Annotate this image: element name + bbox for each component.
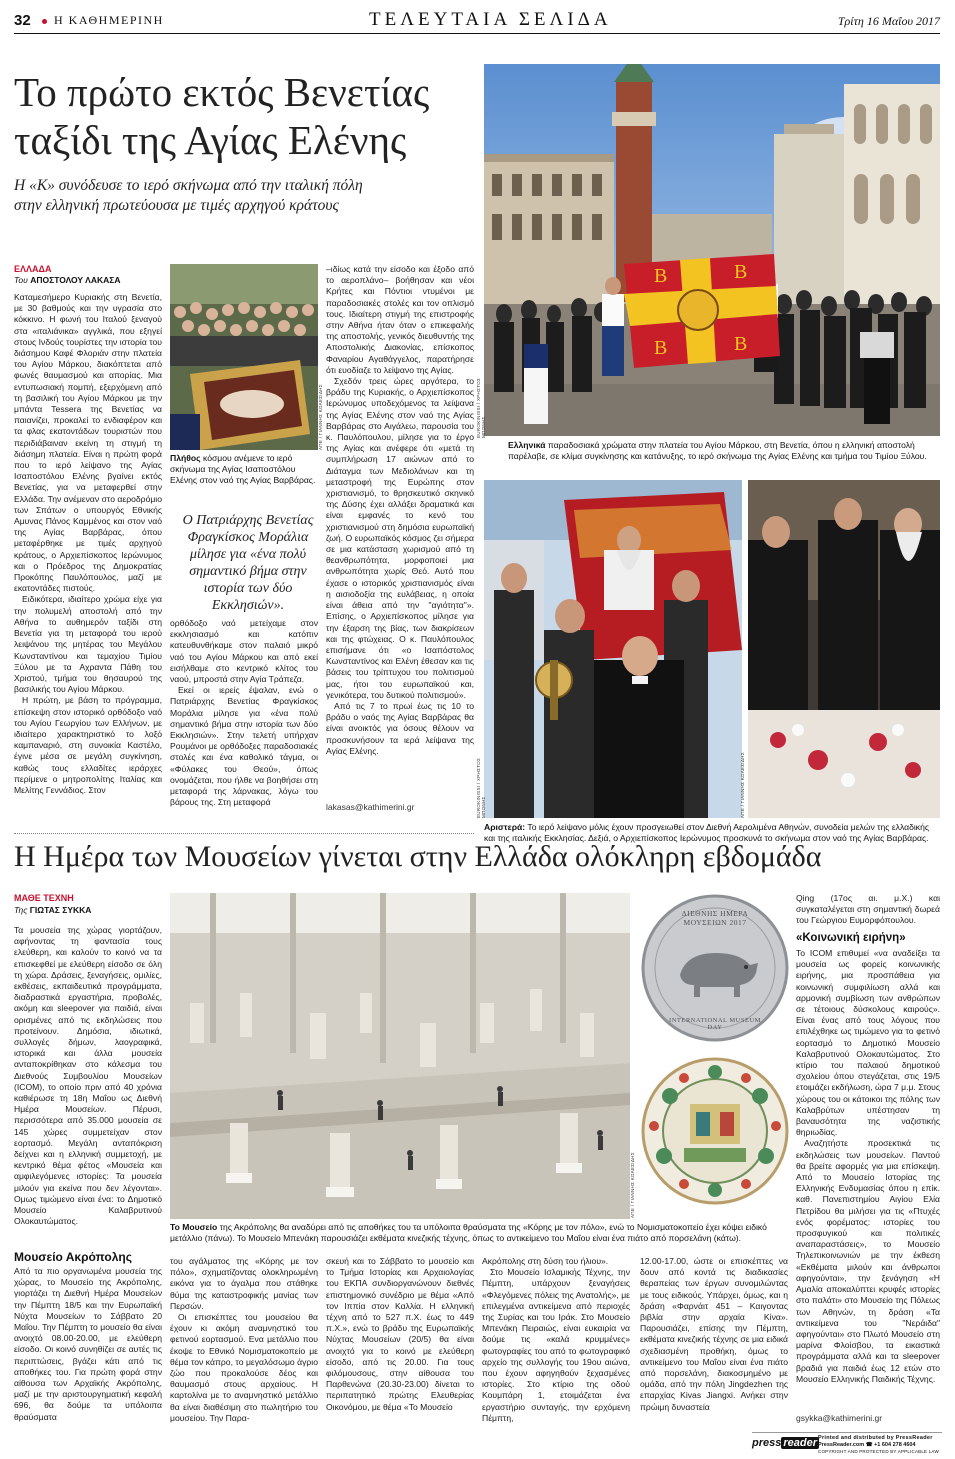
pull-quote bbox=[178, 512, 318, 614]
photo-museum-credit: ΑΠΕ / ΓΙΑΝΝΗΣ ΚΟΛΕΣΙΔΗΣ bbox=[630, 1152, 635, 1218]
article1-rubric: ΕΛΛΑΔΑ bbox=[14, 264, 52, 274]
article2-col3-para: σκευή και το Σάββατο το μουσείο και το Τμήμα Ιστορίας και Αρχαιολογίας του ΕΚΠΑ συνδιοργανώνουν διεθνές επιστημονικό συνέδριο με θέμα «Από τον Ιππία στον Καλλία. Η ελληνική τέχνη από το 527 π.Χ. έως το 449 π.Χ.», ενώ το βράδυ της Ευρωπαϊκής Νύχτας Μουσείων (20/5) θα είναι ανοιχτό για το κοινό με ελεύθερη είσοδο, από τις 20.00. Για τους φιλόμουσους, στην αίθουσα του Παρθενώνα (20.30-23.00) δίνεται το περιπατητικό πρώτης Ελευθερίας Οικονόμου, με θέμα «Το Μουσείο bbox=[326, 1256, 474, 1412]
page-number: 32 bbox=[14, 12, 31, 29]
section-divider bbox=[14, 833, 474, 834]
article2-rubric: ΜΑΘΕ ΤΕΧΝΗ bbox=[14, 893, 74, 903]
article2-col1-para: Τα μουσεία της χώρας γιορτάζουν, αφήνοντας τη φαντασία τους ελεύθερη, και καλούν το κοινό να τα επισκεφθεί με ελεύθερη είσοδο σε όλη τη χώρα. Δράσεις, ξεναγήσεις, ομιλίες, εκθέσεις, εκπαιδευτικά προγράμματα, διαδραστικά εργαστήρια, προβολές, ακόμη και sleepover για παιδιά, είναι ορισμένες από τις εκδηλώσεις που προτείνουν. Δημόσια, ιδιωτικά, συλλογές δήμων, λαογραφικά, ιστορικά και άλλα μουσεία ανταποκρίθηκαν στο κάλεσμα του Διεθνούς Συμβουλίου Μουσείων (ICOM), το οποίο πριν από 40 χρόνια καθιέρωσε τη 18η Μαΐου ως Διεθνή Ημέρα Μουσείων. Πέρυσι, περισσότερα από 35.000 μουσεία σε 145 χώρες συμμετείχαν στον εορτασμό. Μεγάλη ανταπόκριση δείχνει και η ελληνική συμμετοχή, με κεντρικό θέμα φέτος «Μουσεία και αμφιλεγόμενες ιστορίες: Τα μουσεία μιλούν για εκείνα που δεν λέγονται». Ομως τιμώμενο είναι ένα: το Δημοτικό Μουσείο Καλαβρυτινού Ολοκαυτώματος. bbox=[14, 925, 162, 1227]
article1-column-3 bbox=[326, 264, 474, 796]
medal-bottom-text: INTERNATIONAL MUSEUM DAY bbox=[669, 1017, 761, 1031]
article1-email[interactable]: lakasas@kathimerini.gr bbox=[326, 802, 415, 812]
museum-caption-text: της Ακρόπολης θα αναδύρει από τις αποθήκες του τα υπόλοιπα θραύσματα της «Κόρης με τον πόλο», ενώ το Νομισματοκοπείο έχει κόψει ειδικό μετάλλιο (πάνω). Το Μουσείο Μπενάκη παρουσιάζει εκθέματα κινεζικής τέχνης, όπως το αντικείμενο του Μαΐου είναι ένα πιάτο από πορσελάνη (κάτω). bbox=[170, 1222, 767, 1243]
svg-text:B: B bbox=[654, 337, 668, 359]
article2-byline-prefix: Της bbox=[14, 905, 28, 915]
article1-byline-name: ΑΠΟΣΤΟΛΟΥ ΛΑΚΑΣΑ bbox=[30, 275, 121, 285]
article1-subtitle bbox=[14, 176, 484, 216]
pressreader-line2: PressReader.com ☎ +1 604 278 4604 bbox=[818, 1442, 916, 1448]
article2-col1b-para: Από τα πιο οργανωμένα μουσεία της χώρας, το Μουσείο της Ακρόπολης, γιορτάζει τη Διεθνή Ημέρα Μουσείων την Πέμπτη 18/5 και την Ευρωπαϊκή Νύχτα Μουσείων το Σάββατο 20 Μαΐου. Την Πέμπτη το μουσείο θα είναι ανοιχτό 08.00-20.00, με ελεύθερη είσοδο. Οι κοινό συνηθίζει σε αυτές τις περιπτώσεις, βγάζει κάτι από τις αποθήκες του. Για πρώτη φορά στην αίθουσα των Αρχαϊκής Ακρόπολης, μαζί με την αριστουργηματική κεφαλή 696, θα δούμε τα υπόλοιπα θραύσματα bbox=[14, 1266, 162, 1422]
article1-byline-prefix: Του bbox=[14, 275, 28, 285]
photo1-caption-lead: Ελληνικά bbox=[508, 440, 546, 450]
subhead-acropolis-museum: Μουσείο Ακρόπολης bbox=[14, 1250, 132, 1264]
article2-byline-name: ΓΙΩΤΑΣ ΣΥΚΚΑ bbox=[29, 905, 92, 915]
photo2-credit: EUROKINISSI / ΧΡΗΣΤΟΣ ΜΠΟΝΗΣ bbox=[476, 757, 486, 818]
article1-subtitle-line2: στην ελληνική πρωτεύουσα με τιμές αρχηγού κράτους bbox=[14, 197, 339, 214]
article1-col2-para: ορθόδοξο ναό μετείχαμε στον εκκλησιασμό και κατόπιν κατευθυνθήκαμε στον παλαιό μικρό ναό του Αγίου Μάρκου και από εκεί εισήλθαμε στο κεντρικό κλίτος του ναού, μπροστά στην Αγία Τράπεζα. bbox=[170, 618, 318, 685]
photo23-caption-text: Το ιερό λείψανο μόλις έχουν προσγειωθεί στον Διεθνή Αερολιμένα Αθηνών, συνοδεία μελών της ελλαδικής και της ιταλικής Εκκλησίας. Δεξιά, ο Αρχιεπίσκοπος Ιερώνυμος προσκυνά το σκήνωμα στον ναό της Αγίας Βαρβάρας. bbox=[484, 822, 930, 843]
article2-column-3 bbox=[326, 1256, 474, 1424]
pressreader-line1: Printed and distributed by PressReader bbox=[818, 1435, 933, 1441]
article1-column-1 bbox=[14, 292, 162, 812]
article2-col6-top-para: Qing (17ος αι. μ.Χ.) και συγκαταλέγεται στη σημαντική δωρεά του Γεώργιου Ευμορφόπουλου. bbox=[796, 893, 940, 926]
photo-airport-relic bbox=[484, 480, 742, 818]
article2-col4-para: Ακρόπολης στη δύση του ήλιου». bbox=[482, 1256, 609, 1266]
article2-column-2 bbox=[170, 1256, 318, 1424]
issue-date: Τρίτη 16 Μαΐου 2017 bbox=[837, 14, 940, 28]
photo1-caption-text: παραδοσιακά χρώματα στην πλατεία του Αγίου Μάρκου, στη Βενετία, όπου η ελληνική αποστολή παρέλαβε, σε κλίμα συγκίνησης και κατάνυξης, το ιερό σκήνωμα της Αγίας Ελένης και τμήμα του Τιμίου Ξύλου. bbox=[508, 440, 927, 461]
article2-col4-para: Στο Μουσείο Ισλαμικής Τέχνης, την Πέμπτη, υπάρχουν ξεναγήσεις «Φλεγόμενες πόλεις της Ανατολής», με επιλεγμένα αντικείμενα από περιοχές της Συρίας και του Ιράκ. Στο Μουσείο Μπενάκη Πειραιώς, είναι ευκαιρία να δούμε τις «καλά κρυμμένες» φωτογραφίες του από το φωτογραφικό αρχείο της συλλογής του 19ου αιώνα, που έχουν αφηγηθούν ξεχασμένες ιστορίες. Στο κτίριο της οδού Κουμπάρη 1, ετοιμάζεται ένα εργαστήριο συνταγής, την ερχόμενη Πέμπτη, bbox=[482, 1267, 630, 1423]
article1-title bbox=[14, 68, 484, 164]
article2-col2-para: Οι επισκέπτες του μουσείου θα έχουν κι ακόμη αναμνηστικό του φετινού εορτασμού. Ενα μετάλλιο που έκοψε το Εθνικό Νομισματοκοπείο με θέμα τον κάπρο, το μεγαλόσωμο άγριο ζώο που προκαλούσε δέος και θαυμασμό στους αρχαίους. Η καρτολίνα με το αναμνηστικό μετάλλιο θα είναι διαθέσιμη στο πωλητήριο του μουσείου. Την Παρα- bbox=[170, 1312, 318, 1423]
crowd-relic-image bbox=[170, 264, 318, 450]
museum-caption-lead: Το Μουσείο bbox=[170, 1222, 218, 1232]
article1-col3-para: Από τις 7 το πρωί έως τις 10 το βράδυ ο ναός της Αγίας Βαρβάρας θα είναι ανοικτός για όσους θέλουν να προσκυνήσουν τα ιερά λείψανα της Αγίας Ελένης. bbox=[326, 700, 474, 756]
photo-acropolis-museum bbox=[170, 893, 630, 1219]
article1-col3-para: Σχεδόν τρεις ώρες αργότερα, το βράδυ της Κυριακής, ο Αρχιεπίσκοπος Ιερώνυμος υποδεχόμενος τα λείψανα της Αγίας Ελένης στον ναό της Αγίας Βαρβάρας στο Αιγάλεω, παρουσία του κ. Παυλόπουλου, μίλησε για το έργο της Αγίας και ανέφερε ότι «μετά τη συμπλήρωση 17 αιώνων από το Διάταγμα των Μεδιολάνων και τη μεταστροφή της Ευρώπης στον χριστιανισμό, το θρησκευτικό σκηνικό της Δύσης έχει αλλάξει δραματικά και είναι εμφανές το κενό του χριστιανισμού στη δημόσια ευρωπαϊκή ζωή. Ο ευρωπαϊκός κόσμος ζει σήμερα σε μια κατάσταση χωρισμού από τη θεανθρωπότητα, μορφοποιεί μια ανθρωπότητα χωρίς Θεό. Αυτό που έχασε ο ιστορικός χριστιανισμός είναι η αισιοδοξία της ευλάβειας, η οποία είναι άθεια από την "αγιότητα"». Επίσης, ο Αρχιεπίσκοπος μίλησε για την έξαρση της βίας, των διακρίσεων και της φτώχειας. Ο κ. Παυλόπουλος επισήμανε ότι «ο Ισαπόστολος Κωνσταντίνος και Ελένη έθεσαν και τις βάσεις του τρίπτυχου του πολιτισμού μας, ήτοι του ευρωπαϊκού και, γενικότερα, του δυτικού πολιτισμού». bbox=[326, 376, 474, 700]
article1-col1-para: Η πρώτη, με βάση το πρόγραμμα, επίσκεψη στον ιστορικό ορθόδοξο ναό του Αγίου Γεωργίου των Ελλήνων, με ιδιαίτερο χαρακτηριστικό το λοξό καμπαναριό, στη συνοικία Καστέλο, έγινε μέσα σε μεγάλη συγκίνηση, καθώς τους ελλαδίτες ιεράρχες περίμενε ο μητροπολίτης Ιταλίας και Μελίτης Γεννάδιος. Στον bbox=[14, 695, 162, 795]
photo3-credit: ΑΠΕ / ΓΙΑΝΝΗΣ ΚΟΛΕΣΙΔΗΣ bbox=[740, 752, 745, 818]
porcelain-plate-image bbox=[640, 1056, 790, 1206]
photo-venice-procession bbox=[484, 64, 940, 436]
article2-column-5 bbox=[640, 1256, 788, 1424]
pressreader-line3: COPYRIGHT AND PROTECTED BY APPLICABLE LAW bbox=[818, 1449, 939, 1454]
photo1-credit: EUROKINISSI / ΧΡΗΣΤΟΣ ΜΠΟΝΗΣ bbox=[476, 377, 486, 438]
photo1-caption bbox=[508, 440, 940, 462]
photo-crowd-relic bbox=[170, 264, 318, 450]
subhead-social-peace: «Κοινωνική ειρήνη» bbox=[796, 932, 906, 944]
medal-top-text: ΔΙΕΘΝΗΣ ΗΜΕΡΑ ΜΟΥΣΕΙΩΝ 2017 bbox=[681, 909, 749, 927]
pressreader-logo-reader: reader bbox=[783, 1437, 817, 1449]
crowd-caption-text: κόσμου ανέμενε το ιερό σκήνωμα της Αγίας Ισαποστόλου Ελένης στον ναό της Αγίας Βαρβάρας. bbox=[170, 453, 316, 485]
article1-col3-para: –ιδίως κατά την είσοδο και έξοδο από το αεροπλάνο– βοήθησαν και νέοι Κρήτες και Πόντιοι ντυμένοι με παραδοσιακές στολές και τον οπλισμό τους. Ιδιαίτερη στιγμή της επιστροφής στην Αθήνα ήταν όταν ο επικεφαλής της αποστολής, γενικός διευθυντής της Αποστολικής Διακονίας, επίσκοπος Φαναρίου Αγαθάγγελος, παρατήρησε ότι ευοδίαζε το λείψανο της Αγίας. bbox=[326, 264, 474, 375]
article1-byline bbox=[14, 275, 120, 285]
paper-name: Η ΚΑΘΗΜΕΡΙΝΗ bbox=[54, 13, 164, 27]
photo-medal bbox=[640, 893, 790, 1043]
venice-procession-image bbox=[484, 64, 940, 436]
pressreader-logo[interactable] bbox=[752, 1437, 819, 1449]
archbishop-image bbox=[748, 480, 940, 818]
article2-column-1b bbox=[14, 1266, 162, 1422]
photo-porcelain-plate bbox=[640, 1056, 790, 1206]
article2-byline bbox=[14, 905, 91, 915]
crowd-caption bbox=[170, 453, 318, 486]
article1-column-2 bbox=[170, 618, 318, 812]
photo23-caption-lead: Αριστερά: bbox=[484, 822, 526, 832]
article2-col6-para: Αναζητήστε προσεκτικά τις εκδηλώσεις των μουσείων. Παντού θα βρείτε αφορμές για μια επίσκεψη. Από το Μουσείο Ιστορίας της Ελληνικής Ενδυμασίας όπου η επίκ. καθ. Πανεπιστημίου Αιγίου Ελία Πετρίδου θα μιλήσει για τις «Πτυχές ενός φορέματος: ιστορίες του προσφυγικού και πολιτικές αναπαραστάσεις», το Μουσείο Τηλεπικοινωνιών με την έκθεση «Εκθέματα μιλούν και άνθρωποι αφηγούνται», την ξενάγηση «Η Αμαλία αποκαλύπτει κρυφές ιστορίες στο παλάτι» στο Μουσείο της Πόλεως των Αθηνών, τη δράση «Τα αντικείμενα του "Νεράιδα" αφηγούνται» στο Πλωτό Μουσείο στη μαρίνα Φλοίσβου, τα εικαστικά προγράμματα αλλά και τα sleepover βραδιά για παιδιά έως 12 ετών στο Μουσείο Ελληνικής Παιδικής Τέχνης. bbox=[796, 1138, 940, 1384]
article2-column-4 bbox=[482, 1256, 630, 1424]
svg-text:B: B bbox=[654, 265, 668, 287]
article1-title-line1: Το πρώτο εκτός Βενετίας bbox=[14, 69, 430, 115]
article2-title: Η Ημέρα των Μουσείων γίνεται στην Ελλάδα ολόκληρη εβδομάδα bbox=[14, 840, 822, 873]
bullet-icon bbox=[42, 19, 47, 24]
article2-col6-para: Το ICOM επιθυμεί «να αναδείξει τα μουσεία ως φορείς κοινωνικής ειρήνης, μια προσπάθεια για κοινωνική συμφιλίωση αλλά και αρμονική συμβίωση των ανθρώπων σε τέτοιους δύσκολους καιρούς». Είναι ένας από τους λόγους που επιλέχθηκε ως τιμώμενο για το φετινό εορτασμό το Δημοτικό Μουσείο Καλαβρυτινού Ολοκαυτώματος. Στο κτίριο του παλαιού δημοτικού σχολείου όπου στεγάζεται, στις 19/5 ετοιμάζει εκδήλωση, ώρα 7 μ.μ. Στους χώρους του οι κάτοικοι της πόλης των Καλαβρύτων υπέστησαν τη βαναυσότητα της ναζιστικής θηριωδίας. bbox=[796, 948, 940, 1138]
museum-photo-caption bbox=[170, 1222, 790, 1244]
photo-archbishop bbox=[748, 480, 940, 818]
article1-col1-para: Ειδικότερα, ιδιαίτερο χρώμα είχε για την πολυμελή αποστολή από την Αθήνα το αυθημερόν ταξίδι στη Βενετία για τη μεταφορά του ιερού λειψάνου της μητέρας του Μεγάλου Κωνσταντίνου και τεμαχίου Τιμίου Ξύλου με τα Αχραντα Πάθη του Χριστού, τμήμα του θησαυρού της βασιλικής του Αγίου Μάρκου. bbox=[14, 594, 162, 695]
crowd-caption-lead: Πλήθος bbox=[170, 453, 201, 463]
article2-col2-para: του αγάλματος της «Κόρης με τον πόλο», σχηματίζοντας ολοκληρωμένη εικόνα για το άγαλμα που στάθηκε θύμα της καταστροφικής μανίας των Περσών. bbox=[170, 1256, 318, 1311]
article1-title-line2: ταξίδι της Αγίας Ελένης bbox=[14, 117, 407, 163]
pressreader-footer bbox=[752, 1432, 942, 1456]
article2-column-1 bbox=[14, 925, 162, 1237]
article1-col1-para: Καταμεσήμερο Κυριακής στη Βενετία, με 30 βαθμούς και την υγρασία στο κόκκινο. Η φωνή του Ιταλού ξεναγού στα «ιταλιάνικα» αγγλικά, που εξηγεί στους Ινδούς τουρίστες την ιστορία του διάσημου Καφέ Φλοριάν στην πλατεία του Αγίου Μάρκου, διακόπτεται από φωνές θαυμασμού και απορίας. Μια εντυπωσιακή πομπή, εξερχόμενη από τη βασιλική του Αγίου Μάρκου με την μπάντα Tessera της Βενετίας να παιανίζει, προκαλεί το ενδιαφέρον και τα φλας εκατοντάδων τουριστών που περιδιάβαιναν εκείνη τη στιγμή τη διάσημη πλατεία. Είναι η πρώτη φορά που το ιερό λείψανο της Αγίας Ισαποστόλου Ελένης βγαίνει εκτός Βενετίας, για να μεταφερθεί στην Ελλάδα. Την ανέμεναν στο αεροδρόμιο των Σπάτων ο υπουργός Εθνικής Αμυνας Πάνος Καμμένος και στον ναό της Αγίας Βαρβάρας, όπου μεταφέρθηκε με τιμές αρχηγού κράτους, ο Αρχιεπίσκοπος Ιερώνυμος και ο Πρόεδρος της Δημοκρατίας Προκόπης Παυλόπουλος, μαζί με εκατοντάδες πιστούς. bbox=[14, 292, 162, 594]
pressreader-logo-press: press bbox=[752, 1437, 782, 1449]
article2-column-6 bbox=[796, 948, 940, 1408]
page-header bbox=[14, 8, 940, 34]
article2-email[interactable]: gsykka@kathimerini.gr bbox=[796, 1413, 883, 1423]
article2-column-6-top bbox=[796, 893, 940, 927]
article1-subtitle-line1: Η «Κ» συνόδευσε το ιερό σκήνωμα από την ιταλική πόλη bbox=[14, 177, 363, 194]
svg-text:B: B bbox=[734, 261, 748, 283]
photo-crowd-credit: ΑΠΕ / ΓΙΑΝΝΗΣ ΚΟΛΕΣΙΔΗΣ bbox=[318, 384, 323, 450]
airport-relic-image bbox=[484, 480, 742, 818]
article1-col2-para: Εκεί οι ιερείς έψαλαν, ενώ ο Πατριάρχης Βενετίας Φραγκίσκος Μοράλια μίλησε για «ένα πολύ σημαντικό βήμα στην ιστορία των δύο Εκκλησιών». Στην τελετή υπήρχαν Ρουμάνοι με ορθόδοξες παραδοσιακές στολές και ένα καθολικό τάγμα, οι «Φύλακες του Θεού», όπως ονομάζεται, που ήλθε να βοηθήσει στη μεταφορά της λάρνακας, λόγω του βάρους της. Στη μεταφορά bbox=[170, 685, 318, 808]
section-title: ΤΕΛΕΥΤΑΙΑ ΣΕΛΙΔΑ bbox=[369, 9, 612, 30]
pull-quote-text: Ο Πατριάρχης Βενετίας Φραγκίσκος Μοράλια μίλησε για «ένα πολύ σημαντικό βήμα στην ιστορία των δύο Εκκλησιών». bbox=[182, 513, 314, 613]
acropolis-museum-image bbox=[170, 893, 630, 1219]
article2-col5-para: 12.00-17.00, ώστε οι επισκέπτες να δουν από κοντά τις διαδικασίες θεραπείας των έργων συνομιλώντας με τους ειδικούς. Υπάρχει, όμως, και η δράση «Φαρνάιτ 451 – Καιγοντας βιβλία στην αρχαία Κίνα». Παρουσιάζει, επίσης την Πέμπτη, εκθέματα κινεζικής τέχνης σε μια ειδικά σχεδιασμένη προθήκη, όμως το αντικείμενο του Μαΐου είναι ένα πιάτο από πορσελάνη, διακοσμημένο με ομάδα, από την πόλη Jingdezhen της επαρχίας Kivas Jiangxi. Ανήκει στην πρώιμη δυναστεία bbox=[640, 1256, 788, 1412]
svg-text:B: B bbox=[734, 333, 748, 355]
